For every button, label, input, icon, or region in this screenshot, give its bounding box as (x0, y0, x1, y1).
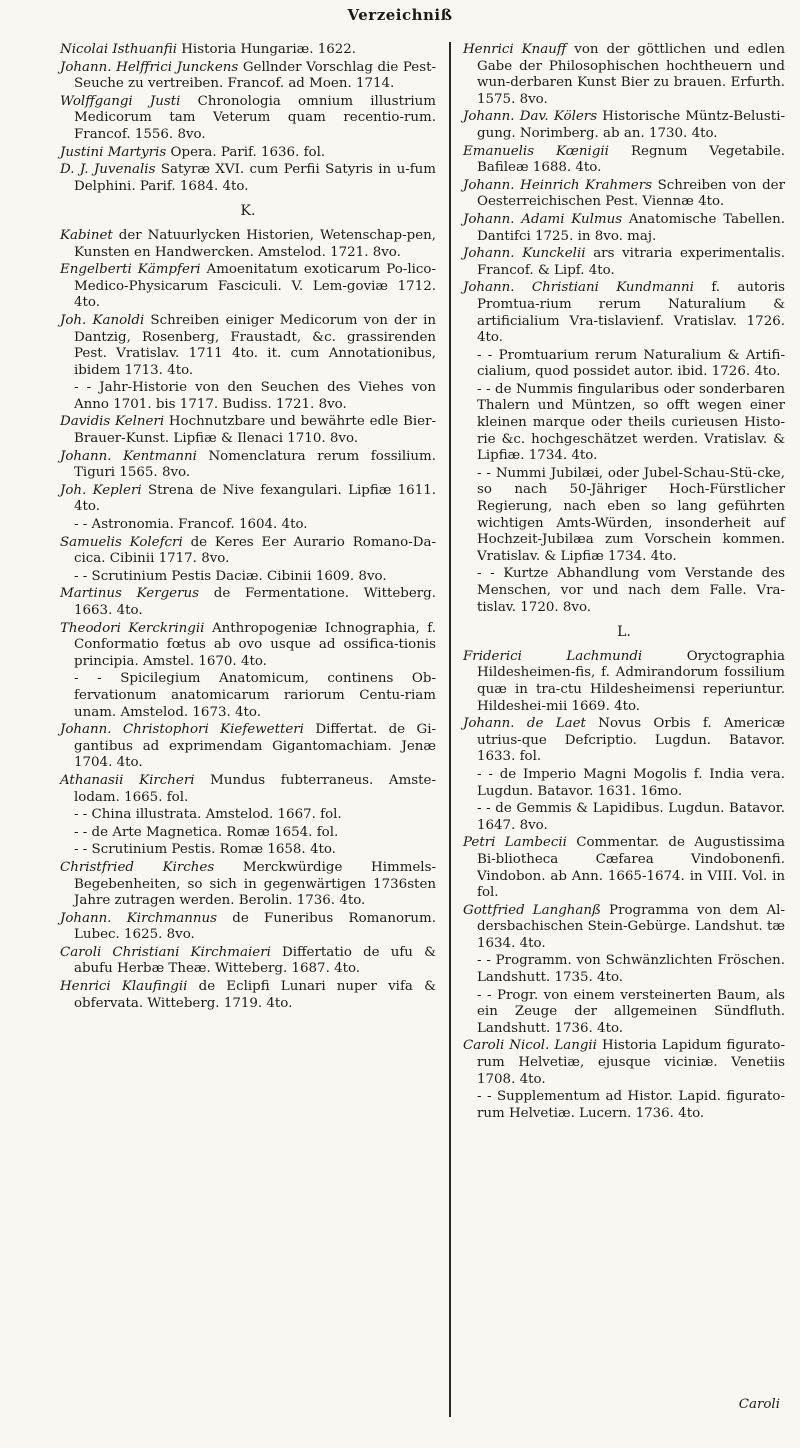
bibliography-entry (60, 60, 436, 93)
author-name: Henrici Klaufingii (60, 979, 188, 995)
entry-text: Schreiben einiger Medicorum von der in Dantzig, Rosenberg, Fraustadt, &c. grassirenden Pest. Vratislav. 1711 4to. it. cum Annotationibus, ibidem 1713. 4to. (74, 312, 436, 378)
author-name: Johann. de Laet (463, 716, 586, 732)
bibliography-entry (60, 671, 436, 721)
catchword: Caroli (738, 1397, 780, 1412)
author-name: Joh. Kanoldi (60, 312, 145, 328)
entry-text: - - Scrutinium Pestis. Romæ 1658. 4to. (74, 842, 336, 858)
entry-text: Anthropogeniæ Ichnographia, f. Conformatio fœtus ab ovo usque ad ossifica-tionis principia. Amstel. 1670. 4to. (74, 620, 436, 669)
bibliography-entry (60, 162, 436, 195)
entry-text: - - de Gemmis & Lapidibus. Lugdun. Batavor. 1647. 8vo. (477, 801, 785, 833)
bibliography-entry (463, 903, 785, 953)
entry-text: Mundus fubterraneus. Amste-lodam. 1665. fol. (74, 772, 436, 805)
author-name: Samuelis Kolefcri (60, 534, 183, 550)
author-name: Christfried Kirches (60, 859, 215, 875)
left-column (60, 42, 442, 1013)
bibliography-entry (60, 979, 436, 1012)
author-name: Davidis Kelneri (60, 414, 165, 430)
entry-text: Chronologia omnium illustrium Medicorum tam Veterum quam recentio-rum. Francof. 1556. 8vo. (74, 93, 436, 142)
entry-text: Satyræ XVI. cum Perfii Satyris in u-fum Delphini. Parif. 1684. 4to. (74, 162, 436, 194)
bibliography-entry (60, 145, 436, 162)
bibliography-entry (463, 382, 785, 465)
entry-text: Merckwürdige Himmels-Begebenheiten, so sich in gegenwärtigen 1736sten Jahre zutragen werden. Berolin. 1736. 4to. (74, 859, 436, 909)
bibliography-entry (60, 483, 436, 516)
author-name: Johann. Helffrici Junckens (60, 59, 239, 75)
entry-text: - - Promtuarium rerum Naturalium & Artifi-cialium, quod possidet autor. ibid. 1726. 4to. (477, 347, 785, 380)
author-name: Wolffgangi Justi (60, 93, 181, 109)
author-name: Caroli Christiani Kirchmaieri (60, 944, 271, 960)
bibliography-entry (463, 42, 785, 108)
bibliography-entry (463, 1089, 785, 1122)
entry-text: ars vitraria experimentalis. Francof. & Lipf. 4to. (477, 246, 785, 278)
entry-text: Differtatio de ufu & abufu Herbæ Theæ. Witteberg. 1687. 4to. (74, 944, 436, 977)
author-name: Johann. Christiani Kundmanni (463, 280, 694, 296)
bibliography-entry (463, 178, 785, 211)
bibliography-entry (463, 716, 785, 766)
bibliography-entry (60, 380, 436, 413)
author-name: Johann. Kentmanni (60, 448, 197, 464)
running-head: Verzeichniß (347, 6, 453, 24)
entry-text: de Eclipfi Lunari nuper vifa & obfervata. Witteberg. 1719. 4to. (74, 979, 436, 1011)
entry-text: Historia Hungariæ. 1622. (176, 42, 357, 57)
entry-text: - - Jahr-Historie von den Seuchen des Viehes von Anno 1701. bis 1717. Budiss. 1721. 8vo. (74, 380, 436, 412)
author-name: Johann. Adami Kulmus (463, 211, 623, 227)
bibliography-entry (463, 109, 785, 142)
bibliography-entry (60, 860, 436, 910)
author-name: Petri Lambecii (463, 835, 567, 851)
entry-text: - - Scrutinium Pestis Daciæ. Cibinii 1609. 8vo. (74, 568, 387, 584)
entry-text: Anatomische Tabellen. Dantifci 1725. in 8vo. maj. (477, 211, 785, 244)
bibliography-entry (60, 535, 436, 568)
bibliography-entry (60, 94, 436, 144)
bibliography-entry (60, 414, 436, 447)
entry-text: - - Progr. von einem versteinerten Baum, als ein Zeuge der allgemeinen Sündfluth. Landshutt. 1736. 4to. (477, 987, 785, 1036)
bibliography-entry (60, 517, 436, 534)
bibliography-entry (60, 842, 436, 859)
bibliography-entry (60, 228, 436, 261)
bibliography-entry (463, 144, 785, 177)
author-name: Johann. Kunckelii (463, 246, 586, 262)
entry-text: Novus Orbis f. Americæ utrius-que Defcriptio. Lugdun. Batavor. 1633. fol. (477, 716, 785, 765)
author-name: Emanuelis Kœnigii (463, 143, 609, 159)
bibliography-entry (60, 449, 436, 482)
author-name: Martinus Kergerus (60, 586, 199, 602)
bibliography-entry (60, 313, 436, 379)
author-name: D. J. Juvenalis (60, 162, 156, 178)
entry-text: Amoenitatum exoticarum Po-lico-Medico-Physicarum Fasciculi. V. Lem-goviæ 1712. 4to. (74, 262, 436, 311)
entry-text: - - Kurtze Abhandlung vom Verstande des Menschen, vor und nach dem Falle. Vra-tislav. 1720. 8vo. (477, 566, 785, 615)
author-name: Athanasii Kircheri (60, 772, 195, 788)
entry-text: - - de Imperio Magni Mogolis f. India vera. Lugdun. Batavor. 1631. 16mo. (477, 766, 785, 799)
entry-text: Oryctographia Hildesheimen-fis, f. Admirandorum fossilium quæ in tra-ctu Hildesheimensi reperiuntur. Hildeshei-mii 1669. 4to. (477, 648, 785, 714)
author-name: Friderici Lachmundi (463, 648, 643, 664)
author-name: Engelberti Kämpferi (60, 262, 201, 278)
entry-text: Gellnder Vorschlag die Pest-Seuche zu vertreiben. Francof. ad Moen. 1714. (74, 59, 436, 92)
entry-text: von der göttlichen und edlen Gabe der Philosophischen hochtheuern und wun-derbaren Kunst Bier zu brauen. Erfurth. 1575. 8vo. (477, 42, 785, 107)
entry-text: de Keres Eer Aurario Romano-Da-cica. Cibinii 1717. 8vo. (74, 534, 436, 567)
bibliography-entry (60, 911, 436, 944)
entry-text: der Natuurlycken Historien, Wetenschap-pen, Kunsten en Handwercken. Amstelod. 1721. 8vo. (74, 227, 436, 260)
author-name: Joh. Kepleri (60, 482, 142, 498)
author-name: Caroli Nicol. Langii (463, 1038, 597, 1054)
bibliography-entry (60, 262, 436, 312)
bibliography-entry (463, 767, 785, 800)
author-name: Theodori Kerckringii (60, 620, 205, 636)
entry-text: de Funeribus Romanorum. Lubec. 1625. 8vo. (74, 910, 436, 943)
entry-text: Opera. Parif. 1636. fol. (166, 144, 326, 160)
bibliography-entry (463, 566, 785, 616)
bibliography-entry (60, 586, 436, 619)
entry-text: - - de Nummis fingularibus oder sonderbaren Thalern und Müntzen, so offt wegen einer kleinen marque oder theils curieusen Histo-rie &c. hochgeschätzet werden. Vratislav. & Lipfiæ. 1734. 4to. (477, 381, 785, 464)
entry-text: de Fermentatione. Witteberg. 1663. 4to. (74, 586, 437, 618)
bibliography-entry (60, 42, 436, 59)
author-name: Justini Martyris (60, 144, 167, 160)
entry-text: Nomenclatura rerum fossilium. Tiguri 1565. 8vo. (74, 448, 436, 481)
entry-text: - - Spicilegium Anatomicum, continens Ob-fervationum anatomicarum rariorum Centu-riam unam. Amstelod. 1673. 4to. (74, 671, 436, 720)
bibliography-entry (463, 835, 785, 901)
bibliography-entry (463, 246, 785, 279)
bibliography-entry (60, 807, 436, 824)
entry-text: - - de Arte Magnetica. Romæ 1654. fol. (74, 824, 339, 840)
entry-text: - - Astronomia. Francof. 1604. 4to. (74, 517, 308, 533)
column-divider (449, 42, 451, 1417)
author-name: Johann. Kirchmannus (60, 910, 218, 926)
bibliography-entry (60, 722, 436, 772)
bibliography-entry (60, 773, 436, 806)
entry-text: Strena de Nive fexangulari. Lipfiæ 1611. 4to. (74, 482, 436, 515)
bibliography-entry (60, 825, 436, 842)
entry-text: Schreiben von der Oesterreichischen Pest. Viennæ 4to. (477, 177, 786, 210)
entry-text: Programma von dem Al-dersbachischen Stein-Gebürge. Landshut. tæ 1634. 4to. (477, 902, 785, 951)
right-column (455, 42, 785, 1123)
author-name: Kabinet (60, 227, 113, 243)
entry-text: - - Supplementum ad Histor. Lapid. figurato-rum Helvetiæ. Lucern. 1736. 4to. (477, 1089, 785, 1121)
bibliography-entry (60, 945, 436, 978)
bibliography-entry (463, 348, 785, 381)
entry-text: Hochnutzbare und bewährte edle Bier-Brauer-Kunst. Lipfiæ & Ilenaci 1710. 8vo. (74, 414, 437, 447)
entry-text: Historische Müntz-Belusti-gung. Norimberg. ab an. 1730. 4to. (477, 109, 785, 141)
bibliography-entry (463, 466, 785, 566)
author-name: Johann. Dav. Kölers (463, 109, 598, 125)
author-name: Gottfried Langhanß (463, 902, 601, 918)
entry-text: Historia Lapidum figurato-rum Helvetiæ, ejusque viciniæ. Venetiis 1708. 4to. (477, 1038, 785, 1087)
entry-text: - - Nummi Jubilæi, oder Jubel-Schau-Stü-cke, so nach 50-Jähriger Hoch-Fürstlicher Regierung, nach eben so lang geführten wichtigen Amts-Würden, insonderheit auf Hochzeit-Jubilæa zum Vorschein kommen. Vratislav. & Lipfiæ 1734. 4to. (477, 465, 785, 564)
section-letter: L. (617, 624, 631, 641)
bibliography-entry (463, 280, 785, 346)
bibliography-entry (60, 569, 436, 586)
bibliography-entry (60, 621, 436, 671)
entry-text: Differtat. de Gi-gantibus ad exprimendam Gigantomachiam. Jenæ 1704. 4to. (74, 722, 436, 771)
entry-text: f. autoris Promtua-rium rerum Naturalium & artificialium Vra-tislavienf. Vratislav. 1726. 4to. (477, 280, 786, 346)
author-name: Johann. Heinrich Krahmers (463, 177, 652, 193)
entry-text: - - Programm. von Schwänzlichten Fröschen. Landshutt. 1735. 4to. (477, 953, 785, 986)
bibliography-entry (463, 801, 785, 834)
entry-text: Commentar. de Augustissima Bi-bliotheca Cæfarea Vindobonenfi. Vindobon. ab Ann. 1665-1674. in VIII. Vol. in fol. (477, 835, 785, 901)
entry-text: Regnum Vegetabile. Bafileæ 1688. 4to. (477, 143, 785, 176)
author-name: Nicolai Isthuanfii (60, 42, 177, 57)
author-name: Johann. Christophori Kiefewetteri (60, 722, 304, 738)
bibliography-entry (463, 1038, 785, 1088)
bibliography-entry (463, 212, 785, 245)
entry-text: - - China illustrata. Amstelod. 1667. fol. (74, 807, 342, 823)
author-name: Henrici Knauff (463, 42, 567, 57)
bibliography-entry (463, 649, 785, 715)
bibliography-entry (463, 953, 785, 986)
bibliography-entry (463, 988, 785, 1038)
section-letter: K. (240, 203, 256, 220)
